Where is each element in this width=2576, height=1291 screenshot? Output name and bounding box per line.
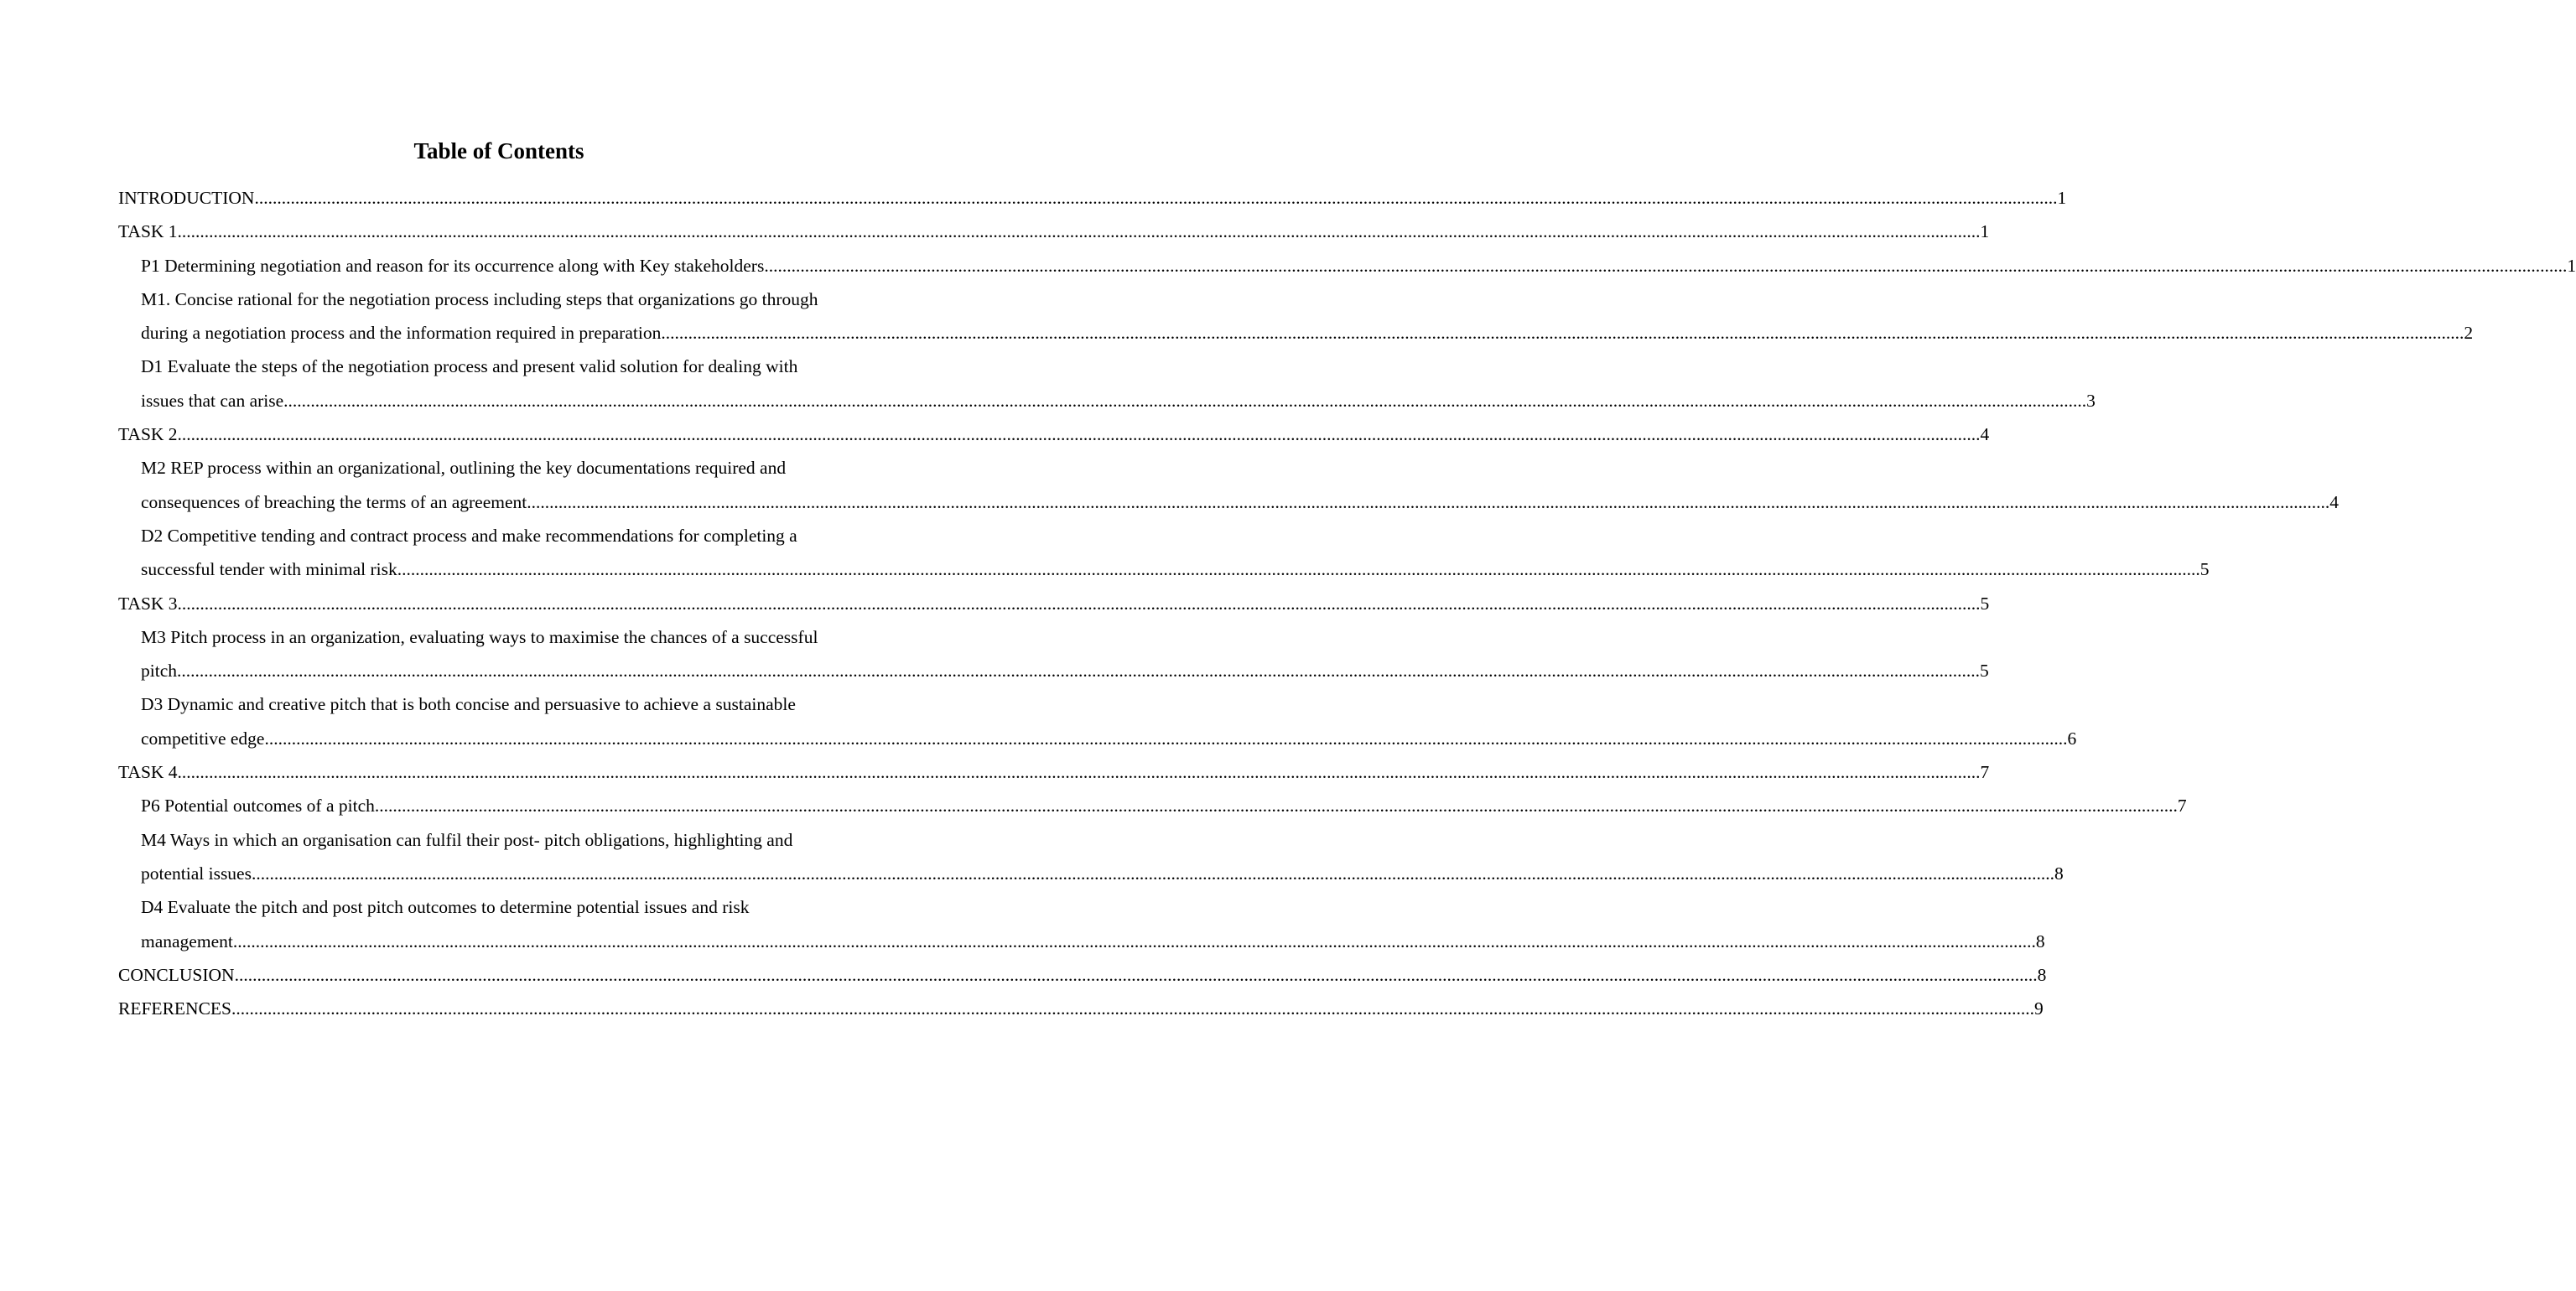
dot-leader: ................................................................................................................................................................................................................................................................................................................................................................................................................ bbox=[177, 593, 1981, 614]
toc-entry[interactable] bbox=[118, 181, 2067, 215]
toc-entry[interactable] bbox=[141, 823, 2064, 891]
toc-page-number: 8 bbox=[2054, 863, 2064, 884]
dot-leader: ................................................................................................................................................................................................................................................................................................................................................................................................................ bbox=[283, 390, 2087, 411]
toc-entry-text: TASK 2 bbox=[118, 424, 178, 445]
toc-title: Table of Contents bbox=[413, 138, 584, 163]
dot-leader: ................................................................................................................................................................................................................................................................................................................................................................................................................ bbox=[264, 728, 2068, 749]
dot-leader: ................................................................................................................................................................................................................................................................................................................................................................................................................ bbox=[764, 255, 2568, 276]
toc-entry-text: TASK 3 bbox=[118, 593, 178, 614]
toc-page-number: 5 bbox=[1980, 661, 1989, 682]
toc-page-number: 3 bbox=[2086, 390, 2096, 411]
dot-leader: ................................................................................................................................................................................................................................................................................................................................................................................................................ bbox=[177, 221, 1981, 242]
toc-entry-text: M1. Concise rational for the negotiation process including steps that organizations go through bbox=[141, 288, 818, 309]
toc-page-number: 5 bbox=[2199, 559, 2210, 580]
toc-entry-text-continued: successful tender with minimal risk bbox=[141, 559, 397, 580]
toc-entry-text-continued: consequences of breaching the terms of an agreement bbox=[141, 491, 527, 512]
toc-page-number: 7 bbox=[2177, 796, 2187, 817]
toc-entry[interactable] bbox=[118, 755, 1990, 789]
toc-entry-text: P1 Determining negotiation and reason for its occurrence along with Key stakeholders bbox=[141, 255, 765, 276]
toc-entry-text: REFERENCES bbox=[118, 998, 231, 1019]
toc-page-number: 6 bbox=[2067, 728, 2077, 749]
dot-leader: ................................................................................................................................................................................................................................................................................................................................................................................................................ bbox=[231, 998, 2034, 1019]
toc-entry[interactable] bbox=[118, 587, 1990, 620]
dot-leader: ................................................................................................................................................................................................................................................................................................................................................................................................................ bbox=[397, 559, 2200, 580]
toc-entry-text-continued: pitch bbox=[141, 661, 177, 682]
toc-entry[interactable] bbox=[141, 451, 2340, 519]
toc-entry-text: P6 Potential outcomes of a pitch bbox=[141, 796, 375, 817]
toc-entry-text-continued: potential issues bbox=[141, 863, 252, 884]
toc-entry-text: D1 Evaluate the steps of the negotiation process and present valid solution for dealing with bbox=[141, 356, 798, 377]
toc-entry-text: INTRODUCTION bbox=[118, 188, 255, 208]
toc-page-number: 4 bbox=[2329, 491, 2340, 512]
toc-page-number: 1 bbox=[1980, 221, 1990, 242]
toc-page-number: 8 bbox=[2035, 931, 2045, 951]
toc-entry-text: CONCLUSION bbox=[118, 964, 235, 985]
dot-leader: ................................................................................................................................................................................................................................................................................................................................................................................................................ bbox=[254, 188, 2058, 208]
dot-leader: ................................................................................................................................................................................................................................................................................................................................................................................................................ bbox=[527, 491, 2330, 512]
toc-page-number: 1 bbox=[2567, 255, 2576, 276]
toc-entry[interactable] bbox=[141, 350, 2096, 417]
toc-entry[interactable] bbox=[141, 249, 2576, 283]
toc-entry[interactable] bbox=[118, 992, 2044, 1025]
toc-entry[interactable] bbox=[118, 215, 1990, 248]
toc-entry-text: D4 Evaluate the pitch and post pitch outcomes to determine potential issues and risk bbox=[141, 897, 750, 918]
toc-entry-text: TASK 4 bbox=[118, 762, 178, 783]
toc-entry-text-continued: during a negotiation process and the information required in preparation bbox=[141, 323, 662, 344]
dot-leader: ................................................................................................................................................................................................................................................................................................................................................................................................................ bbox=[177, 661, 1980, 682]
toc-page-number: 5 bbox=[1980, 593, 1990, 614]
dot-leader: ................................................................................................................................................................................................................................................................................................................................................................................................................ bbox=[177, 762, 1981, 783]
toc-entry-text-continued: issues that can arise bbox=[141, 390, 284, 411]
toc-entry-text-continued: management bbox=[141, 931, 233, 951]
toc-entry-text-continued: competitive edge bbox=[141, 728, 265, 749]
toc-entry[interactable] bbox=[141, 620, 1989, 688]
dot-leader: ................................................................................................................................................................................................................................................................................................................................................................................................................ bbox=[232, 931, 2036, 951]
toc-entry[interactable] bbox=[141, 519, 2210, 587]
toc-entry-text: D3 Dynamic and creative pitch that is both concise and persuasive to achieve a sustainable bbox=[141, 694, 796, 715]
dot-leader: ................................................................................................................................................................................................................................................................................................................................................................................................................ bbox=[251, 863, 2054, 884]
dot-leader: ................................................................................................................................................................................................................................................................................................................................................................................................................ bbox=[661, 323, 2464, 344]
toc-entry[interactable] bbox=[141, 283, 2474, 350]
toc-entry[interactable] bbox=[141, 789, 2187, 822]
toc-page-number: 7 bbox=[1980, 762, 1990, 783]
toc-entry-text: D2 Competitive tending and contract process and make recommendations for completing a bbox=[141, 525, 797, 546]
dot-leader: ................................................................................................................................................................................................................................................................................................................................................................................................................ bbox=[177, 424, 1981, 445]
dot-leader: ................................................................................................................................................................................................................................................................................................................................................................................................................ bbox=[234, 964, 2038, 985]
toc-entry[interactable] bbox=[118, 958, 2047, 992]
toc-page-number: 2 bbox=[2464, 323, 2474, 344]
toc-entry-text: M4 Ways in which an organisation can fulfil their post- pitch obligations, highlighting and bbox=[141, 829, 793, 850]
toc-entry-text: TASK 1 bbox=[118, 221, 178, 242]
toc-page-number: 8 bbox=[2037, 964, 2047, 985]
toc-page-number: 1 bbox=[2057, 188, 2067, 208]
table-of-contents bbox=[118, 181, 2576, 1025]
toc-page-number: 9 bbox=[2034, 998, 2044, 1019]
toc-entry[interactable] bbox=[141, 687, 2077, 755]
toc-entry[interactable] bbox=[141, 890, 2045, 958]
toc-entry-text: M3 Pitch process in an organization, evaluating ways to maximise the chances of a successful bbox=[141, 626, 818, 647]
toc-entry[interactable] bbox=[118, 417, 1990, 451]
toc-entry-text: M2 REP process within an organizational, outlining the key documentations required and bbox=[141, 458, 787, 479]
dot-leader: ................................................................................................................................................................................................................................................................................................................................................................................................................ bbox=[374, 796, 2178, 817]
toc-page-number: 4 bbox=[1980, 424, 1990, 445]
